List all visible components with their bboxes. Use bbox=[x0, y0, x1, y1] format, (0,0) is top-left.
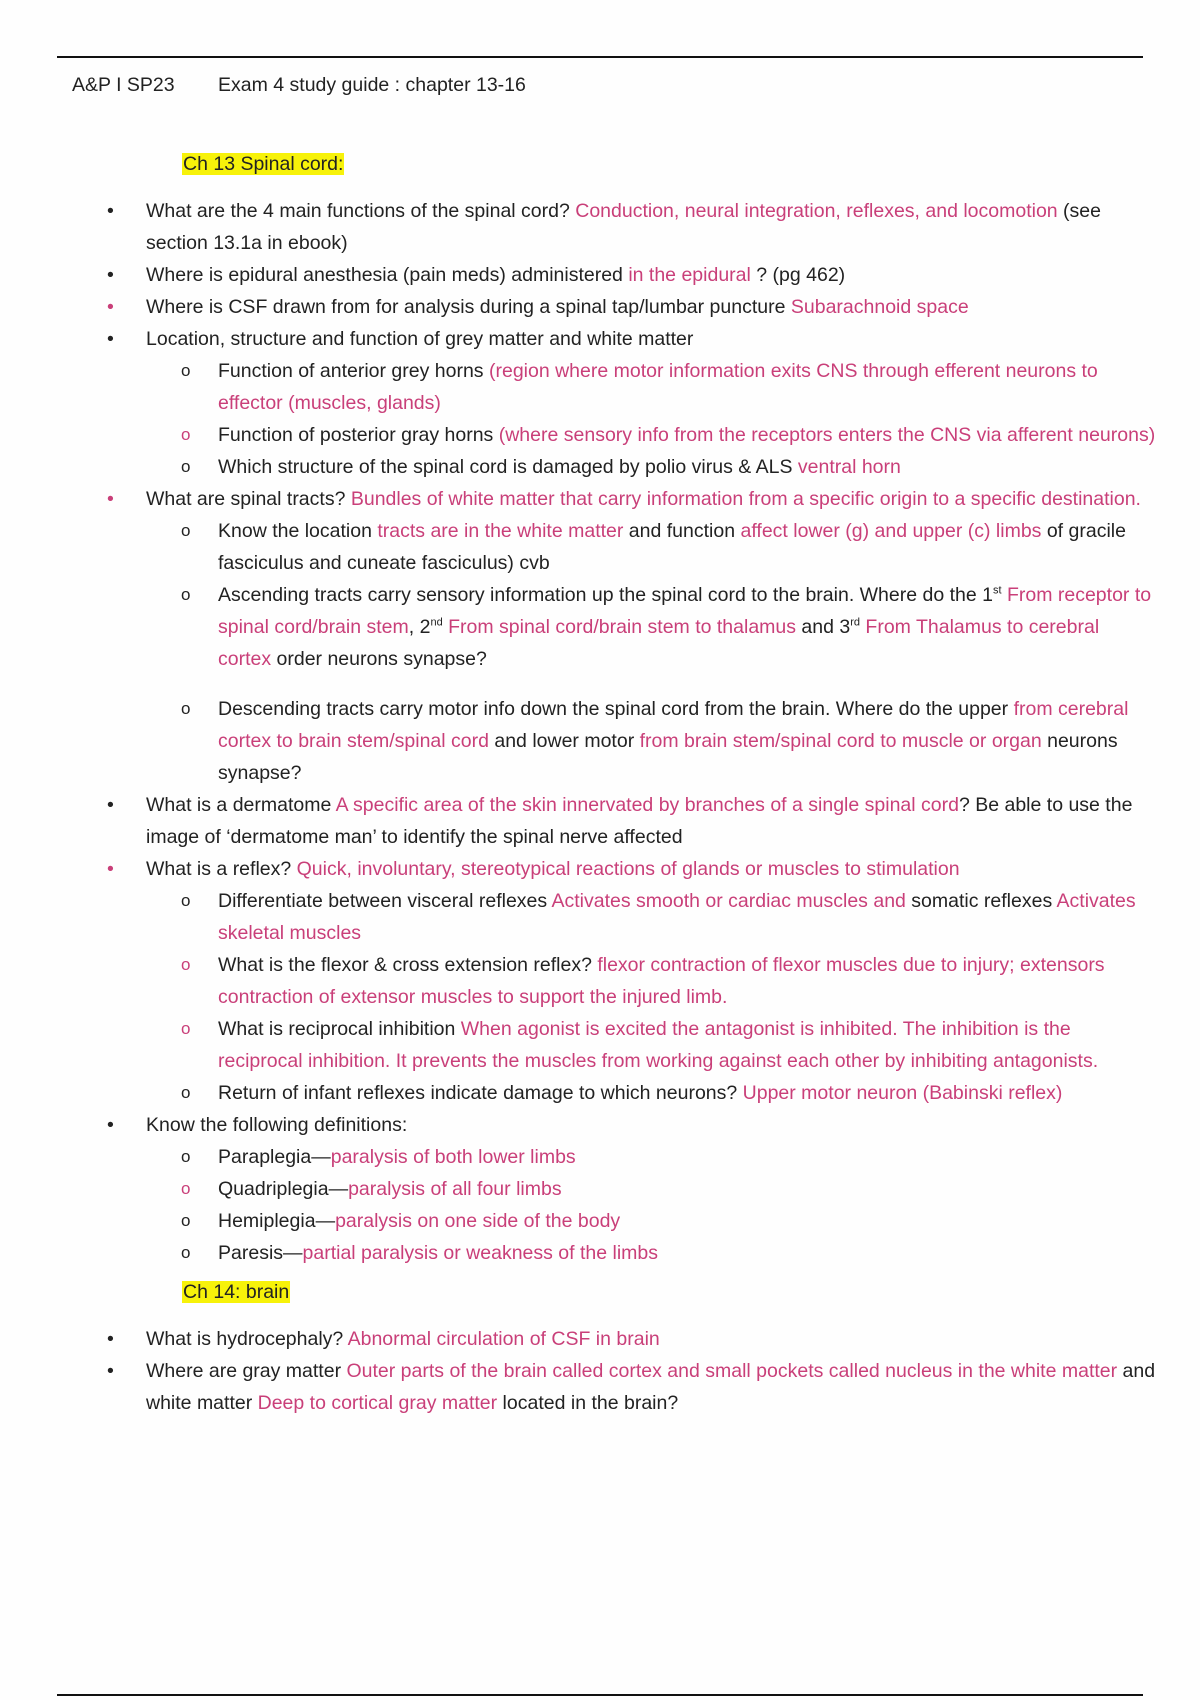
list-item: • What are spinal tracts? Bundles of white matter that carry information from a specific origin to a specific destination. o Know the location tracts are in the white matter and function affect lower (g) and upper (c) limbs of gracile fasciculus and cuneate fasciculus) cvb o Ascending tracts carry sensory information up the spinal cord to the brain. Where do the 1st From receptor to spinal cord/brain stem, 2nd From spinal cord/brain stem to thalamus and 3rd From Thalamus to cerebral cortex order neurons synapse? o Descending tracts carry motor info down the spinal cord from the brain. Where do the upper from cerebral cortex to brain stem/spinal cord and lower motor from brain stem/spinal cord to muscle or organ neurons synapse? bbox=[0, 483, 1200, 789]
term: Hemiplegia bbox=[218, 1210, 316, 1232]
bullet-icon: • bbox=[107, 794, 114, 816]
page-header bbox=[72, 70, 526, 100]
circle-bullet-icon: o bbox=[181, 1179, 191, 1198]
definition: partial paralysis or weakness of the limbs bbox=[302, 1242, 659, 1264]
section-heading-ch14: Ch 14: brain bbox=[183, 1281, 290, 1303]
list-item: • Where is epidural anesthesia (pain meds) administered in the epidural ? (pg 462) bbox=[0, 259, 1200, 291]
sub-list-item: o Function of posterior gray horns (where sensory info from the receptors enters the CNS via afferent neurons) bbox=[0, 419, 1200, 451]
term: Paraplegia bbox=[218, 1146, 312, 1168]
bullet-icon: • bbox=[107, 264, 114, 286]
list-item: • What is a dermatome A specific area of the skin innervated by branches of a single spinal cord? Be able to use the image of ‘dermatome man’ to identify the spinal nerve affected bbox=[0, 789, 1200, 853]
bullet-icon: • bbox=[107, 1328, 114, 1350]
definitions-list bbox=[0, 1141, 1200, 1269]
circle-bullet-icon: o bbox=[181, 699, 191, 718]
study-guide-body bbox=[0, 147, 1200, 1419]
circle-bullet-icon: o bbox=[181, 955, 191, 974]
sub-list-item: o Know the location tracts are in the white matter and function affect lower (g) and upper (c) limbs of gracile fasciculus and cuneate fasciculus) cvb bbox=[0, 515, 1200, 579]
circle-bullet-icon: o bbox=[181, 425, 191, 444]
list-item: • What is a reflex? Quick, involuntary, stereotypical reactions of glands or muscles to stimulation o Differentiate between visceral reflexes Activates smooth or cardiac muscles and somatic reflexes Activates skeletal muscles o What is the flexor & cross extension reflex? flexor contraction of flexor muscles due to injury; extensors contraction of extensor muscles to support the injured limb. o What is reciprocal inhibition When agonist is excited the antagonist is inhibited. The inhibition is the reciprocal inhibition. It prevents the muscles from working against each other by inhibiting antagonists. o Return of infant reflexes indicate damage to which neurons? Upper motor neuron (Babinski reflex) bbox=[0, 853, 1200, 1109]
circle-bullet-icon: o bbox=[181, 457, 191, 476]
sub-list-item: o Return of infant reflexes indicate damage to which neurons? Upper motor neuron (Babinski reflex) bbox=[0, 1077, 1200, 1109]
sub-list-item: o What is reciprocal inhibition When agonist is excited the antagonist is inhibited. The inhibition is the reciprocal inhibition. It prevents the muscles from working against each other by inhibiting antagonists. bbox=[0, 1013, 1200, 1077]
bullet-icon: • bbox=[107, 296, 114, 318]
sub-list-item: o Differentiate between visceral reflexes Activates smooth or cardiac muscles and somatic reflexes Activates skeletal muscles bbox=[0, 885, 1200, 949]
list-item: • What are the 4 main functions of the spinal cord? Conduction, neural integration, reflexes, and locomotion (see section 13.1a in ebook) bbox=[0, 195, 1200, 259]
definition-item: o Quadriplegia—paralysis of all four limbs bbox=[0, 1173, 1200, 1205]
circle-bullet-icon: o bbox=[181, 891, 191, 910]
ch14-question-list bbox=[0, 1323, 1200, 1419]
bullet-icon: • bbox=[107, 1114, 114, 1136]
definition: paralysis on one side of the body bbox=[335, 1210, 621, 1232]
sub-list-item: o Which structure of the spinal cord is damaged by polio virus & ALS ventral horn bbox=[0, 451, 1200, 483]
circle-bullet-icon: o bbox=[181, 1243, 191, 1262]
circle-bullet-icon: o bbox=[181, 1083, 191, 1102]
course-code: A&P I SP23 bbox=[72, 74, 175, 96]
list-item: • Where are gray matter Outer parts of the brain called cortex and small pockets called nucleus in the white matter and white matter Deep to cortical gray matter located in the brain? bbox=[0, 1355, 1200, 1419]
list-item: • Location, structure and function of grey matter and white matter o Function of anterior grey horns (region where motor information exits CNS through efferent neurons to effector (muscles, glands) o Function of posterior gray horns (where sensory info from the receptors enters the CNS via afferent neurons) o Which structure of the spinal cord is damaged by polio virus & ALS ventral horn bbox=[0, 323, 1200, 483]
bottom-rule bbox=[57, 1694, 1143, 1696]
top-rule bbox=[57, 56, 1143, 58]
bullet-icon: • bbox=[107, 328, 114, 350]
section-heading-ch13: Ch 13 Spinal cord: bbox=[183, 153, 344, 175]
sub-list-item: o Ascending tracts carry sensory information up the spinal cord to the brain. Where do the 1st From receptor to spinal cord/brain stem, 2nd From spinal cord/brain stem to thalamus and 3rd From Thalamus to cerebral cortex order neurons synapse? bbox=[0, 579, 1200, 675]
definition: paralysis of both lower limbs bbox=[330, 1146, 576, 1168]
definition-item: o Paresis—partial paralysis or weakness of the limbs bbox=[0, 1237, 1200, 1269]
sub-list bbox=[0, 355, 1200, 483]
circle-bullet-icon: o bbox=[181, 1211, 191, 1230]
circle-bullet-icon: o bbox=[181, 1019, 191, 1038]
definition: paralysis of all four limbs bbox=[348, 1178, 562, 1200]
term: Paresis bbox=[218, 1242, 284, 1264]
bullet-icon: • bbox=[107, 1360, 114, 1382]
definition-item: o Hemiplegia—paralysis on one side of the body bbox=[0, 1205, 1200, 1237]
list-item: • Where is CSF drawn from for analysis during a spinal tap/lumbar puncture Subarachnoid space bbox=[0, 291, 1200, 323]
circle-bullet-icon: o bbox=[181, 361, 191, 380]
definition-item: o Paraplegia—paralysis of both lower limbs bbox=[0, 1141, 1200, 1173]
sub-list bbox=[0, 885, 1200, 1109]
bullet-icon: • bbox=[107, 200, 114, 222]
list-item: • What is hydrocephaly? Abnormal circulation of CSF in brain bbox=[0, 1323, 1200, 1355]
bullet-icon: • bbox=[107, 488, 114, 510]
sub-list-item: o Function of anterior grey horns (region where motor information exits CNS through efferent neurons to effector (muscles, glands) bbox=[0, 355, 1200, 419]
term: Quadriplegia bbox=[218, 1178, 329, 1200]
circle-bullet-icon: o bbox=[181, 1147, 191, 1166]
ch13-question-list bbox=[0, 195, 1200, 1269]
circle-bullet-icon: o bbox=[181, 521, 191, 540]
document-title: Exam 4 study guide : chapter 13-16 bbox=[218, 74, 526, 96]
circle-bullet-icon: o bbox=[181, 585, 191, 604]
list-item: • Know the following definitions: o Paraplegia—paralysis of both lower limbs o Quadriplegia—paralysis of all four limbs o Hemiplegia—paralysis on one side of the body o Paresis—partial paralysis or weakness of the limbs bbox=[0, 1109, 1200, 1269]
sub-list-item: o Descending tracts carry motor info down the spinal cord from the brain. Where do the upper from cerebral cortex to brain stem/spinal cord and lower motor from brain stem/spinal cord to muscle or organ neurons synapse? bbox=[0, 693, 1200, 789]
sub-list-item: o What is the flexor & cross extension reflex? flexor contraction of flexor muscles due to injury; extensors contraction of extensor muscles to support the injured limb. bbox=[0, 949, 1200, 1013]
bullet-icon: • bbox=[107, 858, 114, 880]
sub-list bbox=[0, 515, 1200, 789]
